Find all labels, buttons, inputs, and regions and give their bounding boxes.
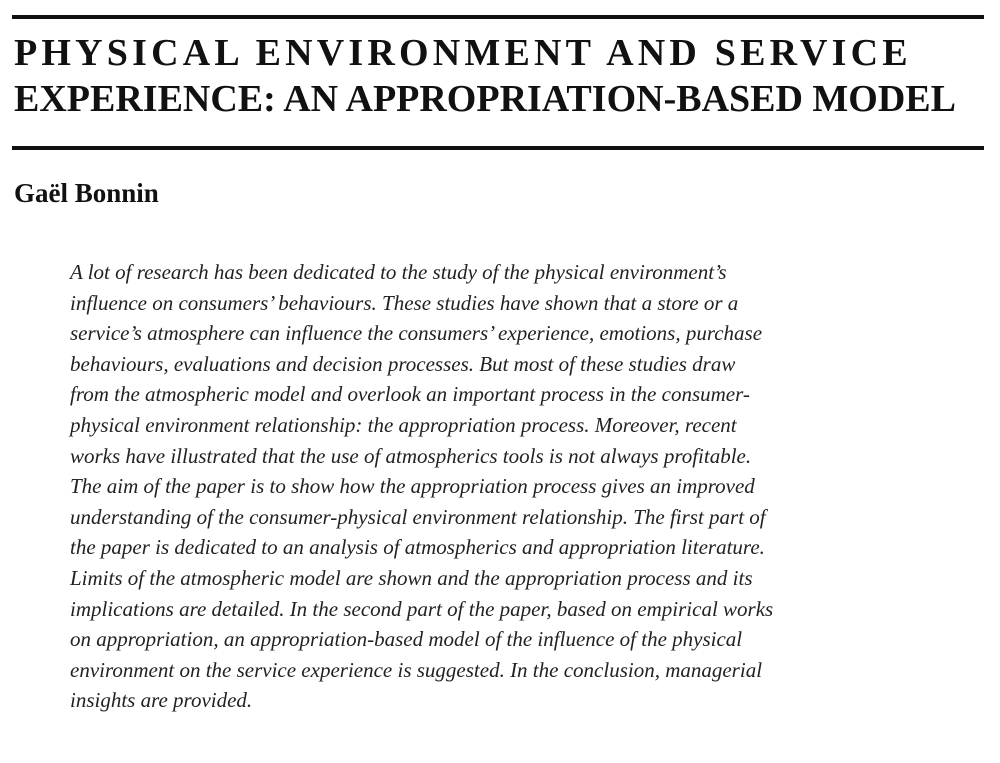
- abstract-line: service’s atmosphere can influence the consumers’ experience, emotions, purchase: [70, 321, 763, 346]
- abstract-line: the paper is dedicated to an analysis of atmospherics and appropriation literature.: [70, 535, 765, 560]
- top-rule: [12, 15, 984, 19]
- abstract-line: works have illustrated that the use of atmospherics tools is not always profitable.: [70, 443, 752, 468]
- title-line-1: PHYSICAL ENVIRONMENT AND SERVICE: [14, 32, 912, 74]
- abstract-line: environment on the service experience is suggested. In the conclusion, managerial: [70, 657, 763, 682]
- abstract-line: Limits of the atmospheric model are shown and the appropriation process and its: [70, 565, 753, 590]
- abstract-line: from the atmospheric model and overlook an important process in the consumer-: [70, 382, 750, 407]
- author-name: Gaël Bonnin: [14, 178, 159, 208]
- abstract-line: The aim of the paper is to show how the appropriation process gives an improved: [70, 474, 755, 499]
- abstract-line: influence on consumers’ behaviours. These studies have shown that a store or a: [70, 290, 739, 315]
- paper-title: [14, 28, 989, 120]
- title-line-2: EXPERIENCE: AN APPROPRIATION-BASED MODEL: [14, 78, 956, 120]
- abstract: [70, 257, 940, 716]
- abstract-line: understanding of the consumer-physical environment relationship. The first part of: [70, 504, 766, 529]
- abstract-line: physical environment relationship: the appropriation process. Moreover, recent: [70, 412, 737, 437]
- abstract-line: on appropriation, an appropriation-based model of the influence of the physical: [70, 627, 743, 652]
- abstract-line: A lot of research has been dedicated to the study of the physical environment’s: [70, 260, 727, 284]
- abstract-line: insights are provided.: [70, 688, 253, 713]
- abstract-line: implications are detailed. In the second part of the paper, based on empirical works: [70, 596, 774, 621]
- abstract-line: behaviours, evaluations and decision processes. But most of these studies draw: [70, 351, 736, 376]
- bottom-rule: [12, 146, 984, 150]
